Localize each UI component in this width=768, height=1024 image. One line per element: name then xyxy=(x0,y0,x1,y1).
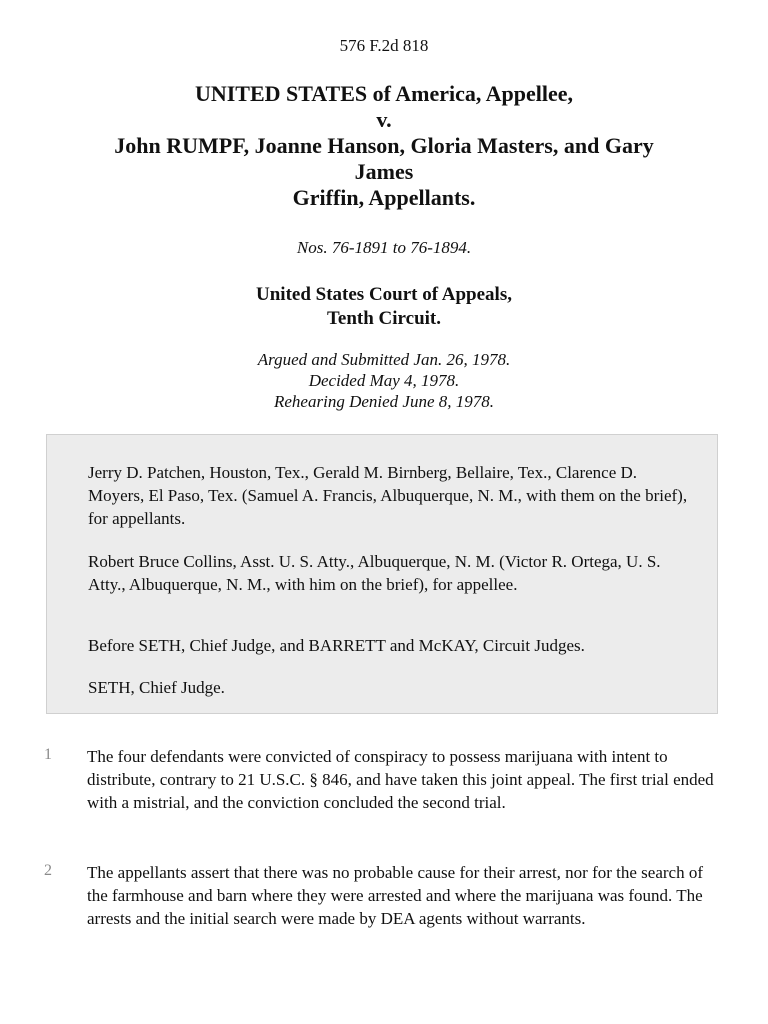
opinion-author: SETH, Chief Judge. xyxy=(88,678,225,697)
paragraph-text: The appellants assert that there was no probable cause for their arrest, nor for the search of the farmhouse and barn where they were arrested and where the marijuana was found. The arrests and the initial search were made by DEA agents without warrants. xyxy=(87,863,703,928)
rehearing-date: Rehearing Denied June 8, 1978. xyxy=(274,392,494,411)
case-citation: 576 F.2d 818 xyxy=(339,36,429,55)
argued-date: Argued and Submitted Jan. 26, 1978. xyxy=(257,350,511,369)
panel-judges: Before SETH, Chief Judge, and BARRETT and McKAY, Circuit Judges. xyxy=(88,636,585,655)
title-line-1: UNITED STATES of America, Appellee, xyxy=(194,81,574,106)
counsel-appellants: Jerry D. Patchen, Houston, Tex., Gerald M. Birnberg, Bellaire, Tex., Clarence D. Moyers, El Paso, Tex. (Samuel A. Francis, Albuquerque, N. M., with them on the brief), for appellants. xyxy=(88,463,688,528)
court-line-1: United States Court of Appeals, xyxy=(256,284,512,305)
title-line-2: v. xyxy=(376,107,392,132)
case-title xyxy=(40,81,728,211)
counsel-appellee: Robert Bruce Collins, Asst. U. S. Atty., Albuquerque, N. M. (Victor R. Ortega, U. S. Atty., Albuquerque, N. M., with him on the brief), for appellee. xyxy=(88,552,661,594)
paragraph-number: 1 xyxy=(44,746,52,763)
decided-date: Decided May 4, 1978. xyxy=(308,371,460,390)
title-line-4: James xyxy=(354,159,414,184)
paragraph-text: The four defendants were convicted of conspiracy to possess marijuana with intent to distribute, contrary to 21 U.S.C. § 846, and have taken this joint appeal. The first trial ended with a mistrial, and the conviction concluded the second trial. xyxy=(87,747,714,812)
title-line-3: John RUMPF, Joanne Hanson, Gloria Masters, and Gary xyxy=(114,133,654,158)
paragraph-number: 2 xyxy=(44,862,52,879)
case-dates xyxy=(0,349,768,412)
counsel-box xyxy=(46,434,718,714)
title-line-5: Griffin, Appellants. xyxy=(292,185,476,210)
court-name xyxy=(0,283,768,331)
court-line-2: Tenth Circuit. xyxy=(326,308,442,329)
docket-numbers: Nos. 76-1891 to 76-1894. xyxy=(296,238,472,257)
